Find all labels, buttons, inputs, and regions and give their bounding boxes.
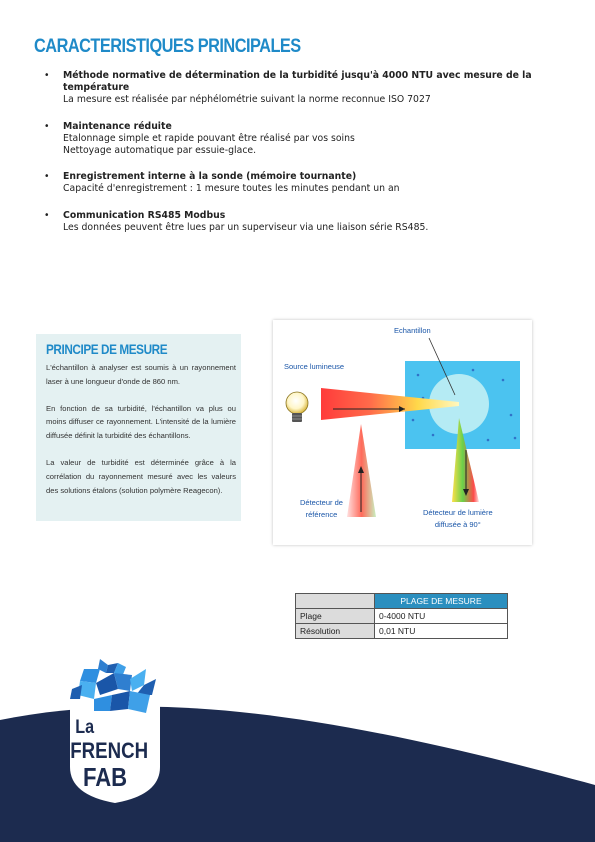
feature-item (44, 210, 564, 234)
bullet: • (44, 70, 50, 81)
feature-title: Communication RS485 Modbus (63, 209, 226, 221)
table-header: PLAGE DE MESURE (375, 594, 508, 609)
principe-box (36, 334, 241, 521)
logo-line2: FRENCH (70, 739, 149, 764)
feature-text: Etalonnage simple et rapide pouvant être réalisé par vos soins (63, 132, 355, 144)
principe-text (46, 361, 236, 510)
label-echantillon: Echantillon (394, 326, 431, 335)
bullet: • (44, 171, 50, 183)
bullet: • (44, 209, 50, 221)
label-detecteur-ref (300, 497, 343, 521)
logo-line3: FAB (82, 763, 128, 793)
table-row (296, 624, 508, 639)
measurement-diagram (273, 320, 532, 545)
feature-text: Nettoyage automatique par essuie-glace. (63, 145, 257, 157)
french-fab-logo (60, 655, 170, 805)
label-source: Source lumineuse (284, 362, 345, 371)
table-row (296, 609, 508, 624)
principe-paragraph: La valeur de turbidité est déterminée grâce à la corrélation du rayonnement mesuré avec les valeurs des solutions étalons (solution polymère Reagecon). (46, 457, 236, 495)
page-title: CARACTERISTIQUES PRINCIPALES (34, 36, 301, 57)
table-header-row (296, 594, 508, 609)
feature-title: Méthode normative de détermination de la turbidité jusqu'à 4000 NTU avec mesure de la température (63, 70, 532, 94)
table-cell-label: Résolution (296, 624, 375, 639)
feature-title: Maintenance réduite (63, 120, 172, 132)
table-cell-value: 0,01 NTU (375, 624, 508, 639)
feature-text: Capacité d'enregistrement : 1 mesure toutes les minutes pendant un an (63, 183, 400, 195)
label-detecteur-ref-2: référence (305, 510, 338, 519)
label-detecteur-lum-2: diffusée à 90° (434, 520, 481, 529)
light-bulb-icon (286, 392, 308, 422)
feature-text: Les données peuvent être lues par un superviseur via une liaison série RS485. (63, 221, 429, 233)
table-header-blank (296, 594, 375, 609)
principe-paragraph: L'échantillon à analyser est soumis à un rayonnement laser à une longueur d'onde de 860 nm. (46, 363, 236, 386)
measurement-range-table (295, 593, 508, 639)
label-detecteur-lum (423, 507, 493, 531)
principe-paragraph: En fonction de sa turbidité, l'échantillon va plus ou moins diffuser ce rayonnement. L'intensité de la lumière diffusée définit la turbidité des échantillons. (46, 403, 236, 441)
feature-text: La mesure est réalisée par néphélométrie suivant la norme reconnue ISO 7027 (63, 94, 431, 106)
label-detecteur-lum-1: Détecteur de lumière (423, 508, 493, 517)
bullet: • (44, 120, 50, 132)
feature-item (44, 121, 564, 158)
label-detecteur-ref-1: Détecteur de (300, 498, 343, 507)
feature-item (44, 70, 564, 107)
features-list (44, 70, 564, 248)
table-cell-label: Plage (296, 609, 375, 624)
logo-line1: La (75, 715, 95, 738)
principe-title: PRINCIPE DE MESURE (46, 341, 168, 357)
table-cell-value: 0-4000 NTU (375, 609, 508, 624)
feature-title: Enregistrement interne à la sonde (mémoire tournante) (63, 171, 357, 183)
feature-item (44, 171, 564, 195)
